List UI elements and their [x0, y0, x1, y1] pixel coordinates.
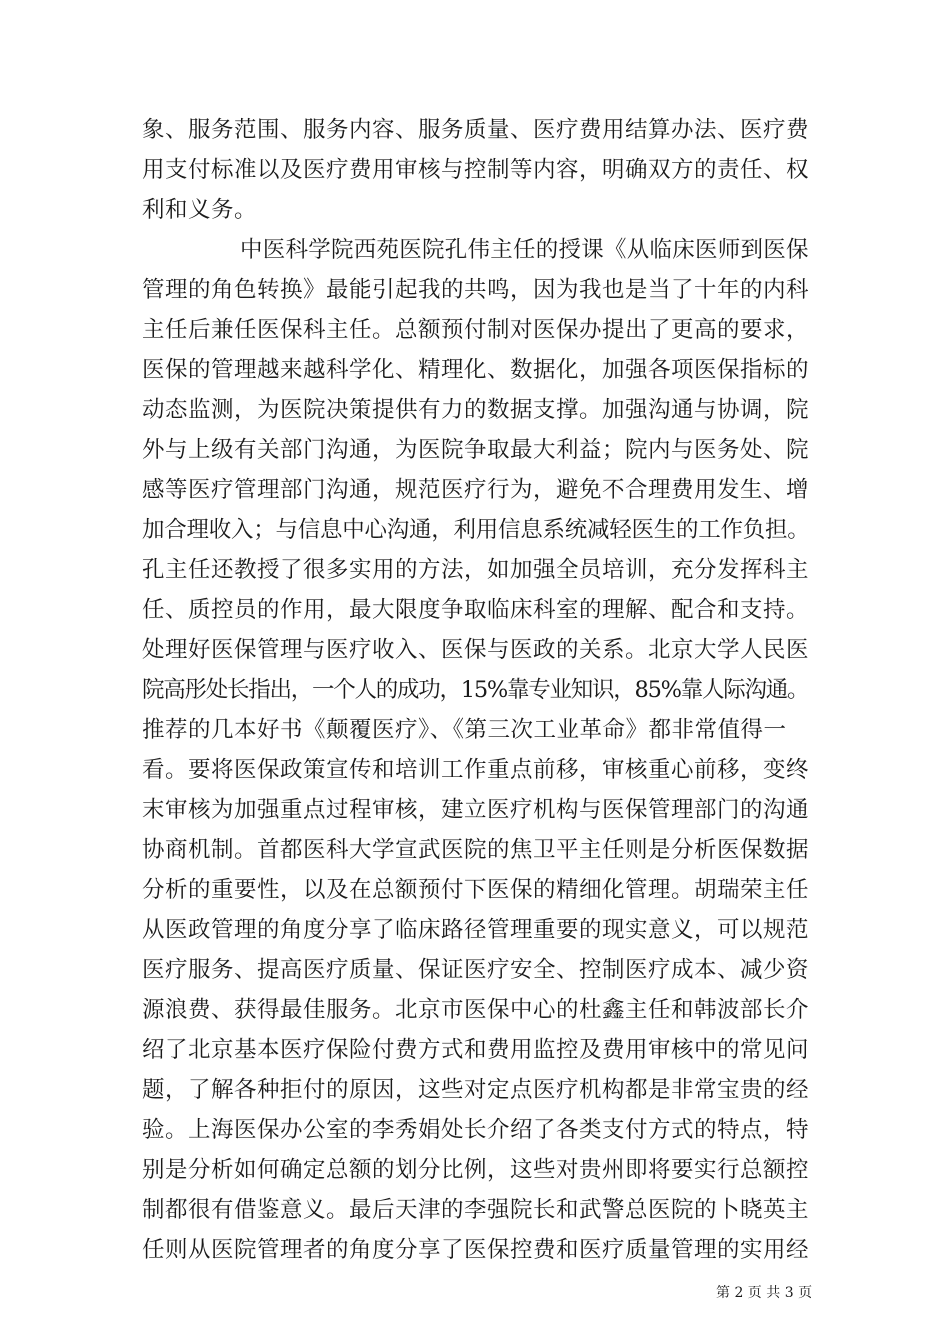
text-line: 验。上海医保办公室的李秀娟处长介绍了各类支付方式的特点，特: [142, 1117, 810, 1143]
text-line: 孔主任还教授了很多实用的方法，如加强全员培训，充分发挥科主: [142, 557, 810, 583]
text-line: 医疗服务、提高医疗质量、保证医疗安全、控制医疗成本、减少资: [142, 957, 810, 983]
text-line: 末审核为加强重点过程审核，建立医疗机构与医保管理部门的沟通: [142, 797, 810, 823]
text-line: 别是分析如何确定总额的划分比例，这些对贵州即将要实行总额控: [142, 1157, 810, 1183]
text-line: 源浪费、获得最佳服务。北京市医保中心的杜鑫主任和韩波部长介: [142, 997, 810, 1023]
text-line: 加合理收入；与信息中心沟通，利用信息系统减轻医生的工作负担。: [142, 517, 810, 543]
text-line: 看。要将医保政策宣传和培训工作重点前移，审核重心前移，变终: [142, 757, 810, 783]
text-line: 院高彤处长指出，一个人的成功，15%靠专业知识，85%靠人际沟通。: [142, 677, 809, 703]
text-line: 分析的重要性，以及在总额预付下医保的精细化管理。胡瑞荣主任: [142, 877, 810, 903]
text-line: 利和义务。: [142, 197, 258, 223]
page-number: 第 2 页 共 3 页: [716, 1285, 813, 1301]
text-line: 协商机制。首都医科大学宣武医院的焦卫平主任则是分析医保数据: [142, 837, 810, 863]
text-line: 处理好医保管理与医疗收入、医保与医政的关系。北京大学人民医: [142, 637, 810, 663]
text-line: 管理的角色转换》最能引起我的共鸣，因为我也是当了十年的内科: [142, 277, 810, 303]
text-line: 任、质控员的作用，最大限度争取临床科室的理解、配合和支持。: [142, 597, 810, 623]
text-line: 感等医疗管理部门沟通，规范医疗行为，避免不合理费用发生、增: [142, 477, 810, 503]
text-line: 题，了解各种拒付的原因，这些对定点医疗机构都是非常宝贵的经: [142, 1077, 810, 1103]
text-line: 象、服务范围、服务内容、服务质量、医疗费用结算办法、医疗费: [142, 117, 810, 143]
text-line: 外与上级有关部门沟通，为医院争取最大利益；院内与医务处、院: [142, 437, 810, 463]
text-line: 从医政管理的角度分享了临床路径管理重要的现实意义，可以规范: [142, 917, 810, 943]
text-line: 中医科学院西苑医院孔伟主任的授课《从临床医师到医保: [240, 237, 809, 263]
text-line: 医保的管理越来越科学化、精理化、数据化，加强各项医保指标的: [142, 357, 810, 383]
text-line: 动态监测，为医院决策提供有力的数据支撑。加强沟通与协调，院: [142, 397, 810, 423]
text-line: 制都很有借鉴意义。最后天津的李强院长和武警总医院的卜晓英主: [142, 1197, 810, 1223]
text-line: 主任后兼任医保科主任。总额预付制对医保办提出了更高的要求，: [142, 317, 810, 343]
text-line: 推荐的几本好书《颠覆医疗》、《第三次工业革命》都非常值得一: [142, 717, 787, 743]
text-line: 任则从医院管理者的角度分享了医保控费和医疗质量管理的实用经: [142, 1237, 810, 1263]
text-line: 绍了北京基本医疗保险付费方式和费用监控及费用审核中的常见问: [142, 1037, 810, 1063]
text-line: 用支付标准以及医疗费用审核与控制等内容，明确双方的责任、权: [142, 157, 810, 183]
